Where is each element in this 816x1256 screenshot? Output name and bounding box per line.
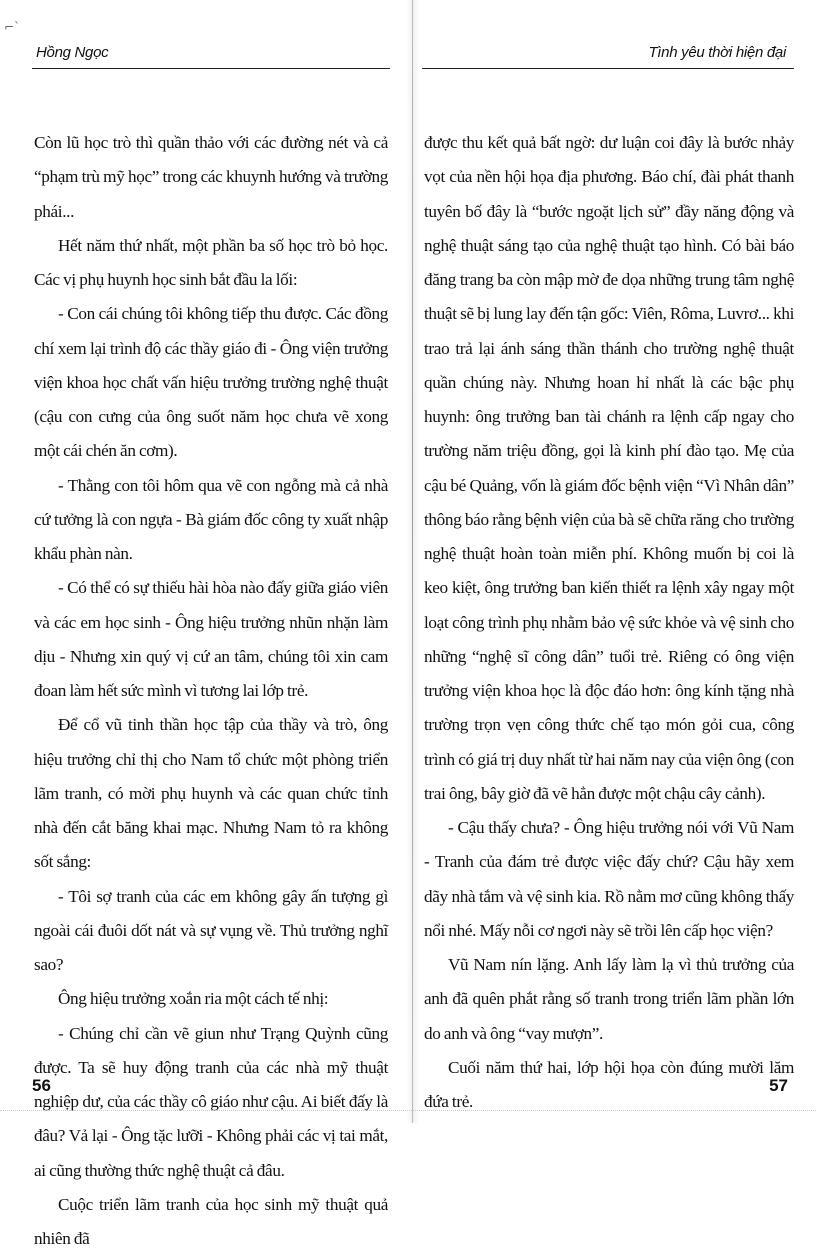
left-page-body (34, 126, 388, 1256)
scan-bottom-edge (0, 1110, 816, 1111)
paragraph: - Cậu thấy chưa? - Ông hiệu trưởng nói với Vũ Nam - Tranh của đám trẻ được việc đấy chứ? Cậu hãy xem dãy nhà tắm và vệ sinh kia. Rồ nằm mơ cũng không thấy nổi nhé. Mấy nỗi cơ ngơi này sẽ trồi lên cấp học viện? (424, 818, 794, 940)
paragraph: Còn lũ học trò thì quần thảo với các đường nét và cả “phạm trù mỹ học” trong các khuynh hướng và trường phái... (34, 133, 388, 221)
right-running-head: Tình yêu thời hiện đại (648, 44, 786, 61)
paragraph: Vũ Nam nín lặng. Anh lấy làm lạ vì thủ trưởng của anh đã quên phắt rằng số tranh trong triển lãm phần lớn do anh và ông “vay mượn”. (424, 955, 794, 1043)
book-spine-line (412, 0, 413, 1123)
paragraph: - Con cái chúng tôi không tiếp thu được. Các đồng chí xem lại trình độ các thầy giáo đi - Ông viện trưởng viện khoa học chất vấn hiệu trưởng trường nghệ thuật (cậu con cưng của ông suốt năm học chưa vẽ xong một cái chén ăn cơm). (34, 304, 388, 461)
paragraph: Để cổ vũ tinh thần học tập của thầy và trò, ông hiệu trưởng chỉ thị cho Nam tổ chức một phòng triển lãm tranh, có mời phụ huynh và các quan chức tỉnh nhà đến cắt băng khai mạc. Nhưng Nam tỏ ra không sốt sắng: (34, 715, 388, 872)
left-running-head: Hồng Ngọc (36, 44, 109, 61)
scan-corner-mark: ⌐ˋ (4, 20, 21, 34)
left-header-rule (32, 68, 390, 69)
paragraph: - Tôi sợ tranh của các em không gây ấn tượng gì ngoài cái đuôi dốt nát và sự vụng về. Thủ trưởng nghĩ sao? (34, 886, 388, 974)
paragraph: - Chúng chỉ cần vẽ giun như Trạng Quỳnh cũng được. Ta sẽ huy động tranh của các nhà mỹ thuật nghiệp dư, của các thầy cô giáo như cậu. Ai biết đấy là đâu? Vả lại - Ông tặc lưỡi - Không phải các vị tai mắt, ai cũng thường thức nghệ thuật cả đâu. (34, 1023, 388, 1180)
right-header-rule (422, 68, 794, 69)
paragraph: - Có thể có sự thiếu hài hòa nào đấy giữa giáo viên và các em học sinh - Ông hiệu trưởng nhũn nhặn làm dịu - Nhưng xin quý vị cứ an tâm, chúng tôi xin cam đoan làm hết sức mình vì tương lai lớp trẻ. (34, 578, 388, 700)
paragraph: Cuộc triển lãm tranh của học sinh mỹ thuật quả nhiên đã (34, 1194, 388, 1248)
paragraph: được thu kết quả bất ngờ: dư luận coi đây là bước nhảy vọt của nền hội họa địa phương. Báo chí, đài phát thanh tuyên bố đây là “bước ngoặt lịch sử” đầy năng động và nghệ thuật sáng tạo của nghệ thuật tạo hình. Có bài báo đăng trang ba còn mập mờ đe dọa những trung tâm nghệ thuật sẽ bị lung lay đến tận gốc: Viên, Rôma, Luvrơ... khi trao trả lại ánh sáng thần thánh cho trường nghệ thuật quần chúng này. Nhưng hoan hỉ nhất là các bậc phụ huynh: ông trưởng ban tài chánh ra lệnh cấp ngay cho trường năm triệu đồng, gọi là kinh phí đào tạo. Mẹ của cậu bé Quảng, vốn là giám đốc bệnh viện “Vì Nhân dân” thông báo rằng bệnh viện của bà sẽ chữa răng cho trường nghệ thuật hoàn toàn miễn phí. Không muốn bị coi là keo kiệt, ông trưởng ban kiến thiết ra lệnh xây ngay một loạt công trình phụ nhằm bảo vệ sức khỏe và vệ sinh cho những “nghệ sĩ công dân” tuổi trẻ. Riêng có ông viện trưởng viện khoa học là độc đáo hơn: ông kính tặng nhà trường trọn vẹn công thức chế tạo món gỏi cua, công trình có giá trị duy nhất từ hai năm nay của viện ông (con trai ông, bây giờ đã vẽ hẳn được một chậu cây cảnh). (424, 133, 794, 803)
paragraph: Hết năm thứ nhất, một phần ba số học trò bỏ học. Các vị phụ huynh học sinh bắt đầu la lối: (34, 235, 388, 289)
left-page-number: 56 (32, 1076, 51, 1095)
paragraph: Ông hiệu trưởng xoắn ria một cách tế nhị: (58, 989, 329, 1009)
right-page-number: 57 (769, 1076, 788, 1095)
right-page-body (424, 126, 794, 1119)
paragraph: - Thằng con tôi hôm qua vẽ con ngỗng mà cả nhà cứ tưởng là con ngựa - Bà giám đốc công ty xuất nhập khẩu phàn nàn. (34, 475, 388, 563)
left-page (0, 0, 408, 1248)
right-page (416, 0, 816, 1123)
paragraph: Cuối năm thứ hai, lớp hội họa còn đúng mười lăm đứa trẻ. (424, 1057, 794, 1111)
